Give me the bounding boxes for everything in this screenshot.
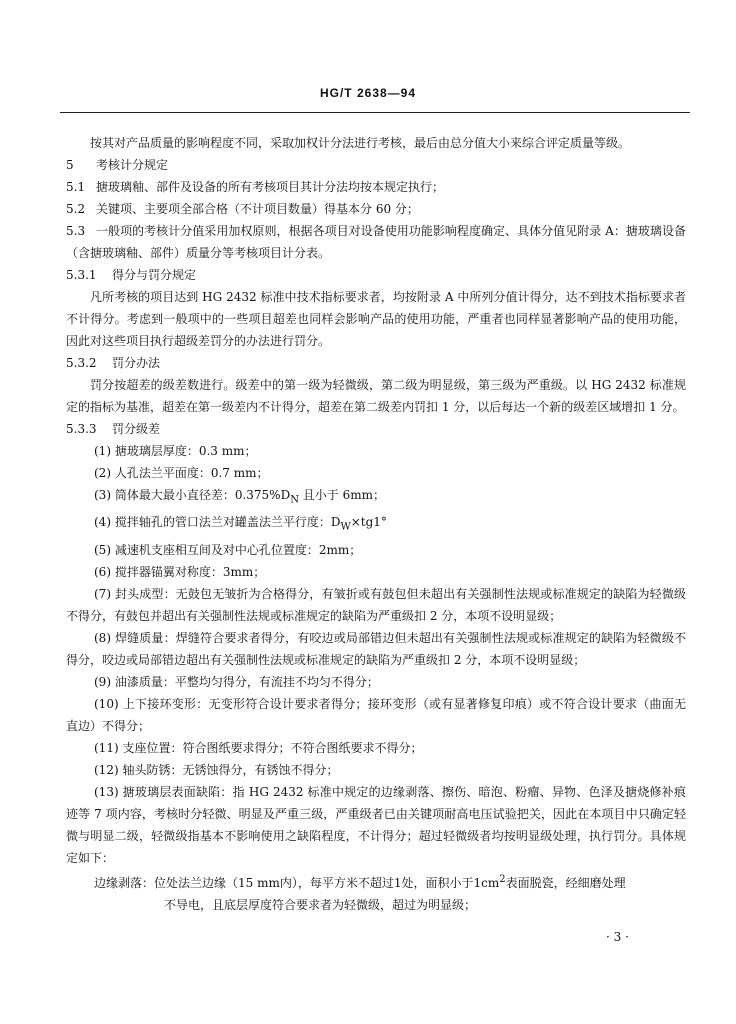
item-number: (13) [94, 784, 119, 799]
defect-edge-spalling-continued: 不导电，且底层厚度符合要求者为轻微级，超过为明显级； [164, 897, 477, 912]
defect-text: 位处法兰边缘（15 mm内），每平方米不超过1处，面积小于1cm [154, 875, 500, 890]
list-item [66, 511, 686, 538]
clause-number: 5.3.1 [66, 268, 97, 282]
clause-number: 5.3.2 [66, 356, 97, 370]
section-5-heading [66, 154, 686, 176]
clause-5-3-1-heading [66, 264, 686, 286]
clause-number: 5.1 [66, 180, 86, 194]
item-text-tail: 且小于 6mm； [298, 488, 385, 502]
defect-text-tail: 表面脱瓷，经细磨处理 [505, 875, 626, 890]
list-item [66, 671, 686, 693]
list-item [66, 583, 686, 627]
item-number: (4) [94, 515, 111, 530]
item-number: (6) [94, 564, 111, 579]
item-subscript: W [340, 521, 351, 533]
item-text: 封头成型：无鼓包无皱折为合格得分，有皱折或有鼓包但未超出有关强制性法规或标准规定的缺陷为轻微级不得分，有鼓包并超出有关强制性法规或标准规定的缺陷为严重级扣 2 分，本项不设明显级； [66, 586, 686, 623]
clause-5-3-1-paragraph: 凡所考核的项目达到 HG 2432 标准中技术指标要求者，均按附录 A 中所列分值计得分，达不到技术指标要求者不计得分。考虑到一般项中的一些项目超差也同样会影响产品的使用功能，严重者也同样显著影响产品的使用功能，因此对这些项目执行超级差罚分的办法进行罚分。 [66, 290, 686, 348]
defect-term-label: 边缘剥落： [94, 875, 155, 890]
list-item [66, 539, 686, 561]
item-text: 上下接环变形：无变形符合设计要求者得分；接环变形（或有显著修复印痕）或不符合设计要求（曲面无直边）不得分； [66, 696, 686, 733]
item-number: (3) [94, 488, 111, 502]
item-number: (11) [94, 740, 119, 755]
list-item [66, 462, 686, 484]
section-title: 考核计分规定 [96, 158, 169, 172]
clause-number: 5.3 [66, 224, 86, 238]
clause-text: 搪玻璃釉、部件及设备的所有考核项目其计分法均按本规定执行； [96, 180, 445, 194]
item-number: (12) [94, 762, 119, 777]
clause-title: 罚分办法 [112, 356, 161, 370]
item-number: (8) [94, 630, 111, 645]
clause-text: 一般项的考核计分值采用加权原则，根据各项目对设备使用功能影响程度确定、具体分值见附录 A：搪玻璃设备（含搪玻璃釉、部件）质量分等考核项目计分表。 [66, 224, 686, 260]
clause-number: 5.3.3 [66, 422, 97, 436]
item-text: 搪玻璃层表面缺陷：指 HG 2432 标准中规定的边缘剥落、擦伤、暗泡、粉瘤、异物、色泽及搪烧修补痕迹等 7 项内容，考核时分轻微、明显及严重三级，严重级者已由关键项耐高电压试验把关，因此在本项目中只确定轻微与明显二级，轻微级指基本不影响使用之缺陷程度，不计得分；超过轻微级者均按明显级处理，执行罚分。具体规定如下： [66, 784, 686, 865]
item-text: 油漆质量：平整均匀得分，有流挂不均匀不得分； [114, 674, 379, 689]
clause-5-3-3-heading [66, 418, 686, 440]
clause-5-3-2-paragraph: 罚分按超差的级差数进行。级差中的第一级为轻微级，第二级为明显级，第三级为严重级。以 HG 2432 标准规定的指标为基准，超差在第一级差内不计得分，超差在第二级差内罚扣 1 分，以后每达一个新的级差区域增扣 1 分。 [66, 378, 686, 414]
clause-5-1 [66, 176, 686, 198]
item-text: 搅拌器锚翼对称度：3mm； [114, 564, 266, 579]
item-number: (1) [94, 444, 111, 458]
item-text: 搪玻璃层厚度：0.3 mm； [114, 444, 257, 458]
item-text: 人孔法兰平面度：0.7 mm； [114, 466, 269, 480]
clause-5-3 [66, 220, 686, 264]
document-body [66, 132, 686, 916]
item-text-tail: ×tg1° [350, 515, 387, 530]
section-number: 5 [66, 158, 74, 172]
item-number: (2) [94, 466, 111, 480]
list-item [66, 440, 686, 462]
list-item [66, 484, 686, 511]
clause-title: 罚分级差 [112, 422, 161, 436]
list-item [66, 737, 686, 759]
item-text: 支座位置：符合图纸要求得分；不符合图纸要求不得分； [122, 740, 423, 755]
list-item [66, 693, 686, 737]
defect-edge-spalling [66, 869, 686, 894]
page-number: · 3 · [606, 930, 629, 944]
item-number: (10) [94, 696, 119, 711]
list-item [66, 781, 686, 869]
item-text: 减速机支座相互间及对中心孔位置度：2mm； [114, 542, 362, 557]
clause-5-3-2-heading [66, 352, 686, 374]
defect-superscript: 2 [499, 873, 506, 885]
item-text: 轴头防锈：无锈蚀得分，有锈蚀不得分； [122, 762, 339, 777]
clause-number: 5.2 [66, 202, 86, 216]
list-item [66, 627, 686, 671]
clause-title: 得分与罚分规定 [112, 268, 197, 282]
item-number: (7) [94, 586, 111, 601]
item-text: 搅拌轴孔的管口法兰对罐盖法兰平行度：D [114, 515, 341, 530]
list-item [66, 561, 686, 583]
item-number: (9) [94, 674, 111, 689]
intro-paragraph: 按其对产品质量的影响程度不同，采取加权计分法进行考核，最后由总分值大小来综合评定质量等级。 [90, 136, 631, 150]
item-subscript: N [290, 494, 299, 506]
item-number: (5) [94, 542, 111, 557]
standard-code-header: HG/T 2638—94 [319, 86, 417, 100]
clause-5-2 [66, 198, 686, 220]
item-text: 焊缝质量：焊缝符合要求者得分，有咬边或局部错边但未超出有关强制性法规或标准规定的缺陷为轻微级不得分，咬边或局部错边超出有关强制性法规或标准规定的缺陷为严重级扣 2 分，本项不设明显级； [66, 630, 686, 667]
item-text: 筒体最大最小直径差：0.375%D [114, 488, 291, 502]
clause-text: 关键项、主要项全部合格（不计项目数量）得基本分 60 分； [96, 202, 419, 216]
list-item [66, 759, 686, 781]
header-rule [60, 112, 690, 113]
